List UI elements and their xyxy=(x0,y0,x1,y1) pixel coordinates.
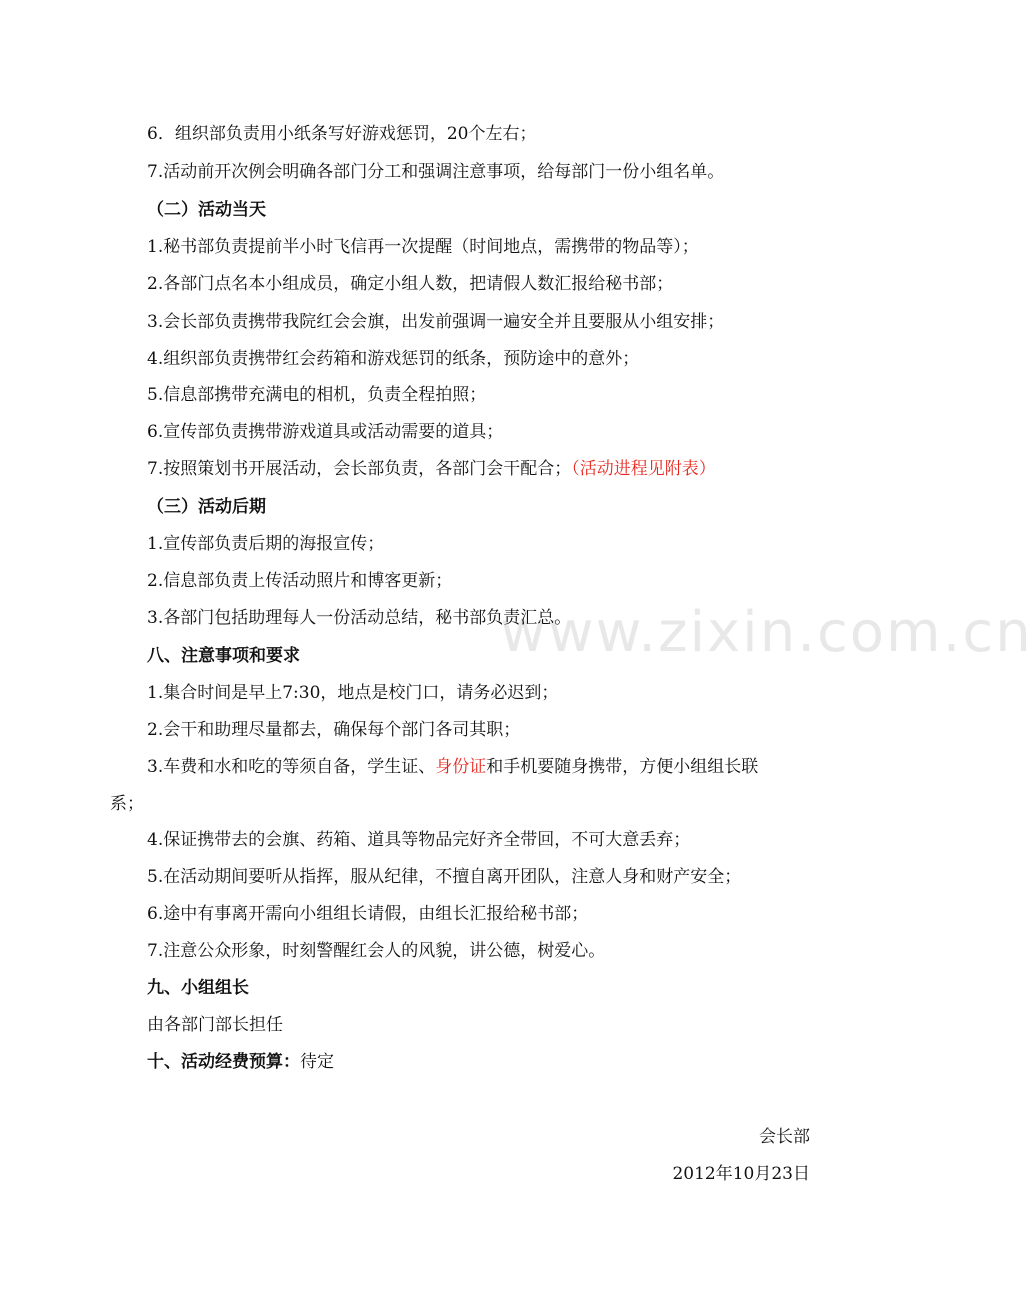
prep-item-6: 6．组织部负责用小纸条写好游戏惩罚，20个左右； xyxy=(147,124,537,144)
post-item-2: 2.信息部负责上传活动照片和博客更新； xyxy=(147,571,453,591)
leaders-text: 由各部门部长担任 xyxy=(147,1015,283,1035)
signature-date: 2012年10月23日 xyxy=(672,1164,810,1184)
post-item-3: 3.各部门包括助理每人一份活动总结，秘书部负责汇总。 xyxy=(147,608,572,628)
section-heading-budget: 十、活动经费预算： xyxy=(147,1052,300,1072)
day-item-7-text: 7.按照策划书开展活动，会长部负责，各部门会干配合； xyxy=(147,459,572,479)
notes-item-4: 4.保证携带去的会旗、药箱、道具等物品完好齐全带回，不可大意丢弃； xyxy=(147,830,691,850)
day-item-7 xyxy=(147,455,847,483)
section-heading-day: （二）活动当天 xyxy=(147,200,266,220)
schedule-note: （活动进程见附表） xyxy=(571,459,716,479)
notes-item-5: 5.在活动期间要听从指挥，服从纪律，不擅自离开团队，注意人身和财产安全； xyxy=(147,867,742,887)
notes-item-1: 1.集合时间是早上7:30，地点是校门口，请务必迟到； xyxy=(147,683,559,703)
notes-item-3-cont: 系； xyxy=(110,794,144,814)
prep-item-7: 7.活动前开次例会明确各部门分工和强调注意事项，给每部门一份小组名单。 xyxy=(147,162,725,182)
id-card-highlight: 身份证 xyxy=(435,757,487,777)
notes-item-3-text-b: 和手机要随身携带，方便小组组长联 xyxy=(486,757,759,777)
day-item-5: 5.信息部携带充满电的相机，负责全程拍照； xyxy=(147,385,487,405)
notes-item-3 xyxy=(147,753,847,781)
section-heading-leaders: 九、小组组长 xyxy=(147,978,249,998)
budget-value: 待定 xyxy=(300,1052,334,1072)
notes-item-6: 6.途中有事离开需向小组组长请假，由组长汇报给秘书部； xyxy=(147,904,589,924)
day-item-6: 6.宣传部负责携带游戏道具或活动需要的道具； xyxy=(147,422,504,442)
section-heading-post: （三）活动后期 xyxy=(147,497,266,517)
budget-line xyxy=(147,1048,847,1076)
signature-org: 会长部 xyxy=(759,1127,810,1147)
notes-item-7: 7.注意公众形象，时刻警醒红会人的风貌，讲公德，树爱心。 xyxy=(147,941,606,961)
day-item-4: 4.组织部负责携带红会药箱和游戏惩罚的纸条，预防途中的意外； xyxy=(147,349,640,369)
day-item-2: 2.各部门点名本小组成员，确定小组人数，把请假人数汇报给秘书部； xyxy=(147,274,674,294)
day-item-3: 3.会长部负责携带我院红会会旗，出发前强调一遍安全并且要服从小组安排； xyxy=(147,312,725,332)
section-heading-notes: 八、注意事项和要求 xyxy=(147,646,300,666)
watermark: www.zixin.com.cn xyxy=(500,600,1033,665)
notes-item-2: 2.会干和助理尽量都去，确保每个部门各司其职； xyxy=(147,720,521,740)
notes-item-3-text-a: 3.车费和水和吃的等须自备，学生证、 xyxy=(147,757,436,777)
day-item-1: 1.秘书部负责提前半小时飞信再一次提醒（时间地点，需携带的物品等）； xyxy=(147,237,699,257)
post-item-1: 1.宣传部负责后期的海报宣传； xyxy=(147,534,385,554)
